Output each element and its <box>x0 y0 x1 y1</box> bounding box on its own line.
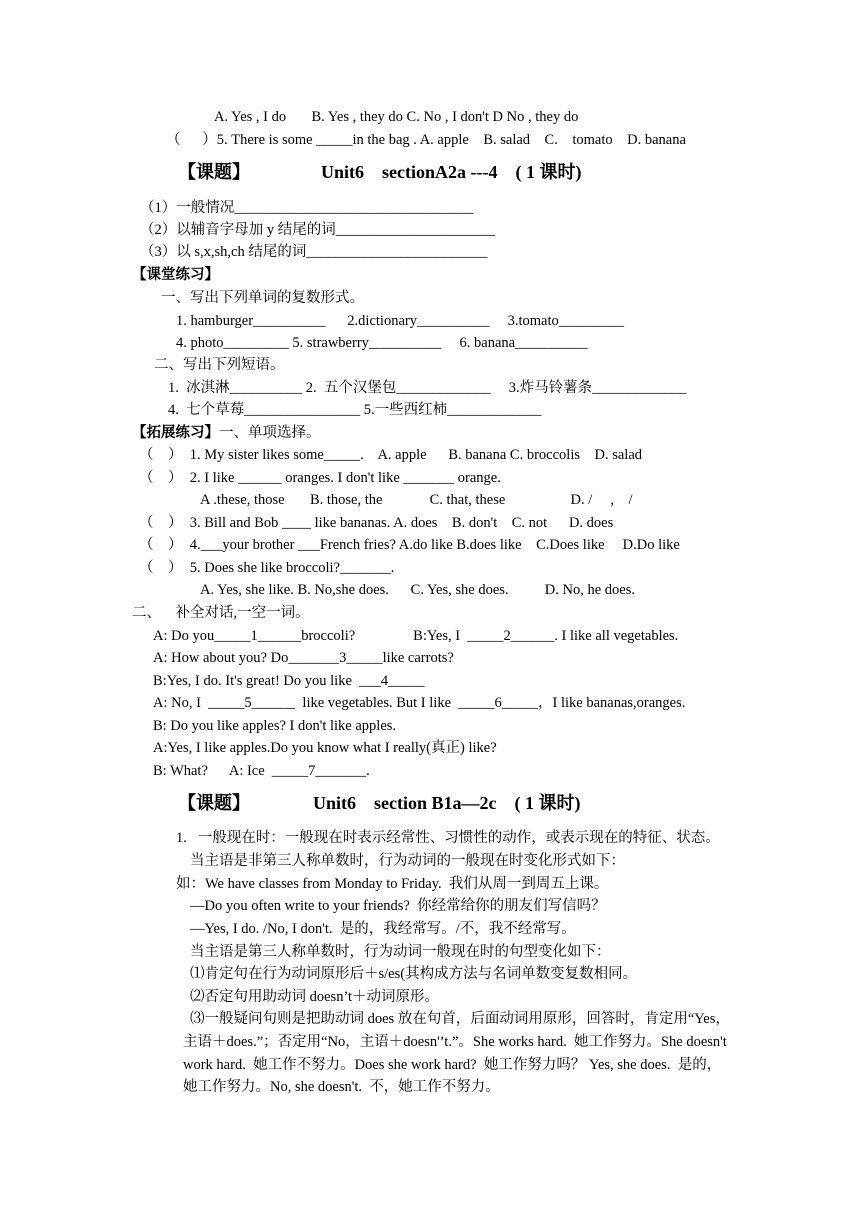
extend-practice-label: 【拓展练习】 <box>132 425 219 441</box>
mc-question-2-options: A .these, those B. those, the C. that, these D. / , / <box>200 492 633 508</box>
mc-question-5-options: A. Yes, she like. B. No,she does. C. Yes, she does. D. No, he does. <box>200 582 635 598</box>
grammar-line-3: 如：We have classes from Monday to Friday. 我们从周一到周五上课。 <box>176 876 609 892</box>
classroom-practice-label: 【课堂练习】 <box>132 267 219 283</box>
dialog-line-1: A: Do you_____1______broccoli? B:Yes, I _____2______. I like all vegetables. <box>153 628 679 644</box>
rule-item-2: （2）以辅音字母加 y 结尾的词______________________ <box>140 222 496 238</box>
mc-question-5: （ ） 5. Does she like broccoli?_______. <box>139 560 395 576</box>
rule-item-3: （3）以 s,x,sh,ch 结尾的词_________________________ <box>140 244 488 260</box>
grammar-line-1: 1. 一般现在时：一般现在时表示经常性、习惯性的动作，或表示现在的特征、状态。 <box>176 830 720 846</box>
exercise2-title: 二、写出下列短语。 <box>154 357 285 373</box>
grammar-line-5: —Yes, I do. /No, I don't. 是的，我经常写。/不，我不经常写。 <box>190 921 576 937</box>
dialog-line-2: A: How about you? Do_______3_____like carrots? <box>153 650 454 666</box>
grammar-line-9: ⑶一般疑问句则是把助动词 does 放在句首，后面动词用原形，回答时，肯定用“Yes， <box>190 1011 730 1027</box>
dialog-line-7: B: What? A: Ice _____7_______. <box>153 763 370 779</box>
exercise1-title: 一、写出下列单词的复数形式。 <box>161 290 364 306</box>
extend-practice-heading <box>132 424 321 442</box>
extend-practice-title: 一、单项选择。 <box>219 425 321 441</box>
mc-question-2: （ ） 2. I like ______ oranges. I don't like _______ orange. <box>139 470 501 486</box>
grammar-line-8: ⑵否定句用助动词 doesn’t＋动词原形。 <box>190 989 440 1005</box>
dialog-title: 二、 补全对话,一空一词。 <box>132 605 310 621</box>
mc-question-1: （ ） 1. My sister likes some_____. A. apple B. banana C. broccolis D. salad <box>139 447 643 463</box>
section1-label: 【课题】 <box>178 162 250 182</box>
section2-label: 【课题】 <box>178 793 250 813</box>
exercise1-line2: 4. photo_________ 5. strawberry__________ 6. banana__________ <box>176 335 588 351</box>
mc-question-4: （ ） 4.___your brother ___French fries? A.do like B.does like C.Does like D.Do like <box>139 537 680 553</box>
exercise2-line1: 1. 冰淇淋__________ 2. 五个汉堡包_____________ 3.炸马铃薯条_____________ <box>168 380 687 396</box>
grammar-line-4: —Do you often write to your friends? 你经常给你的朋友们写信吗？ <box>190 898 606 914</box>
grammar-line-11: work hard. 她工作不努力。Does she work hard? 她工作努力吗？ Yes, she does. 是的， <box>183 1057 722 1073</box>
section2-title: Unit6 section B1a—2c ( 1 课时) <box>313 793 581 813</box>
dialog-line-4: A: No, I _____5______ like vegetables. But I like _____6_____，I like bananas,oranges. <box>153 695 686 711</box>
grammar-line-7: ⑴肯定句在行为动词原形后＋s/es(其构成方法与名词单数变复数相同。 <box>190 966 638 982</box>
q5-question: （ ）5. There is some _____in the bag . A. apple B. salad C. tomato D. banana <box>166 132 686 148</box>
dialog-line-3: B:Yes, I do. It's great! Do you like ___4_____ <box>153 673 425 689</box>
exercise1-line1: 1. hamburger__________ 2.dictionary__________ 3.tomato_________ <box>176 313 624 329</box>
mc-question-3: （ ） 3. Bill and Bob ____ like bananas. A. does B. don't C. not D. does <box>139 515 614 531</box>
grammar-line-2: 当主语是非第三人称单数时，行为动词的一般现在时变化形式如下： <box>190 853 625 869</box>
grammar-line-10: 主语＋does.”；否定用“No，主语＋doesn'’t.”。She works hard. 她工作努力。She doesn't <box>183 1034 727 1050</box>
section1-title: Unit6 sectionA2a ---4 ( 1 课时) <box>321 162 582 182</box>
rule-item-1: （1）一般情况_________________________________ <box>140 200 474 216</box>
exercise2-line2: 4. 七个草莓________________ 5.一些西红柿_____________ <box>168 402 542 418</box>
q4-options: A. Yes , I do B. Yes , they do C. No , I don't D No , they do <box>214 109 579 125</box>
dialog-line-6: A:Yes, I like apples.Do you know what I really(真正) like? <box>153 740 497 756</box>
dialog-line-5: B: Do you like apples? I don't like apples. <box>153 718 397 734</box>
grammar-line-6: 当主语是第三人称单数时，行为动词一般现在时的句型变化如下： <box>190 944 611 960</box>
grammar-line-12: 她工作努力。No, she doesn't. 不，她工作不努力。 <box>183 1079 500 1095</box>
